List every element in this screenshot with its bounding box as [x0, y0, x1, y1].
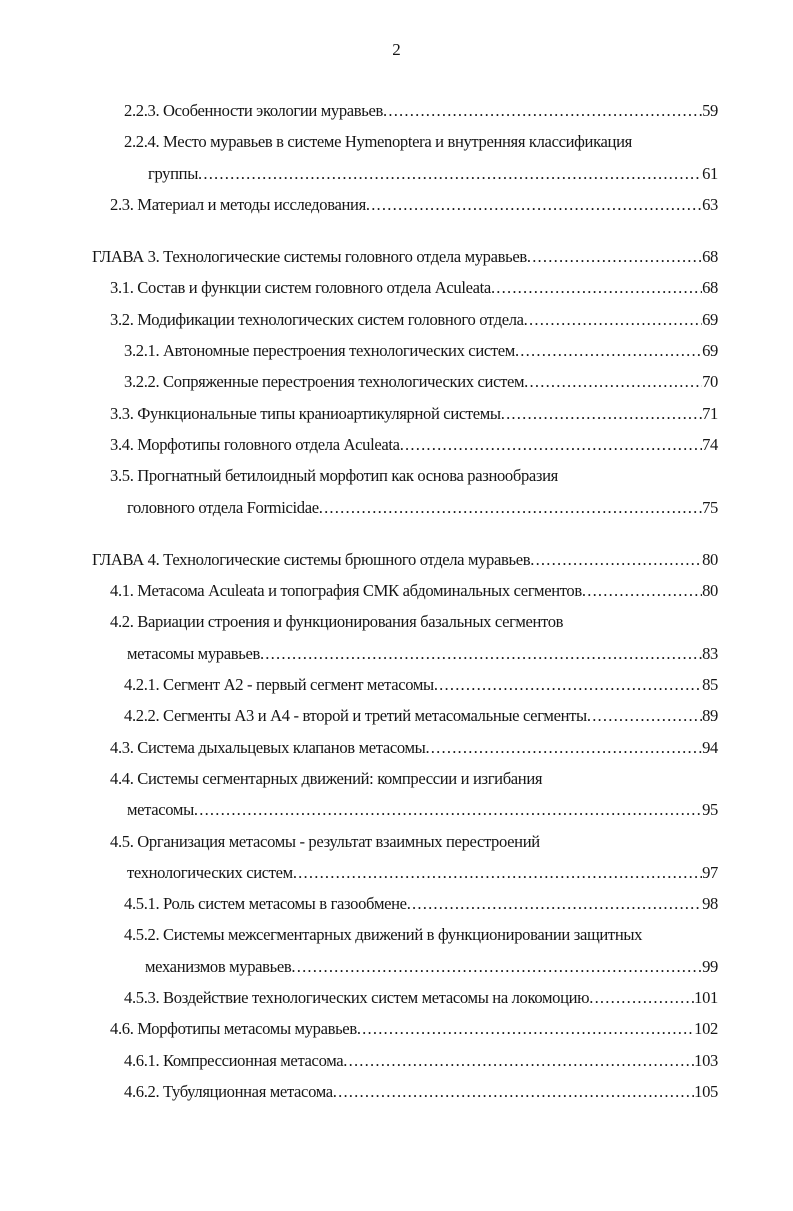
- toc-entry: [0, 951, 718, 982]
- dot-leader: [524, 304, 702, 335]
- toc-entry-page: 74: [702, 434, 718, 454]
- toc-entry-title: 3.3. Функциональные типы краниоартикулярной системы: [110, 403, 501, 423]
- toc-entry-page: 98: [702, 894, 718, 914]
- dot-leader: [527, 241, 702, 272]
- toc-entry-title: механизмов муравьев: [145, 956, 292, 976]
- dot-leader: [434, 669, 702, 700]
- toc-entry-page: 68: [702, 247, 718, 267]
- toc-entry-title: 4.2.1. Сегмент А2 - первый сегмент метасомы: [124, 675, 434, 695]
- page-number: 2: [392, 40, 401, 59]
- dot-leader: [383, 95, 702, 126]
- toc-entry: [0, 492, 718, 523]
- toc-entry-title: 2.3. Материал и методы исследования: [110, 194, 366, 214]
- toc-entry: [0, 366, 718, 397]
- dot-leader: [582, 575, 702, 606]
- dot-leader: [515, 335, 702, 366]
- toc-entry-title: 3.5. Прогнатный бетилоидный морфотип как основа разнообразия: [110, 466, 558, 486]
- toc-entry-page: 71: [702, 403, 718, 423]
- toc-entry: [0, 544, 718, 575]
- toc-entry-title: 2.2.4. Место муравьев в системе Hymenoptera и внутренняя классификация: [124, 132, 632, 152]
- toc-entry-page: 97: [702, 862, 718, 882]
- toc-entry-page: 89: [702, 706, 718, 726]
- toc-entry-title: метасомы муравьев: [127, 643, 260, 663]
- toc-entry: [0, 126, 718, 157]
- dot-leader: [319, 492, 702, 523]
- toc-entry-title: 3.4. Морфотипы головного отдела Aculeata: [110, 434, 400, 454]
- dot-leader: [589, 982, 694, 1013]
- toc-entry: [0, 638, 718, 669]
- toc-entry-page: 75: [702, 497, 718, 517]
- table-of-contents: [0, 95, 718, 1107]
- toc-entry-title: 4.2.2. Сегменты А3 и А4 - второй и третий метасомальные сегменты: [124, 706, 587, 726]
- toc-entry-title: 3.2.1. Автономные перестроения технологических систем: [124, 341, 515, 361]
- toc-entry: [0, 398, 718, 429]
- toc-entry-page: 99: [702, 956, 718, 976]
- toc-entry: [0, 888, 718, 919]
- toc-entry: [0, 335, 718, 366]
- toc-entry-page: 80: [702, 581, 718, 601]
- toc-entry-title: 4.6. Морфотипы метасомы муравьев: [110, 1019, 357, 1039]
- toc-entry-title: группы: [148, 163, 198, 183]
- dot-leader: [501, 398, 702, 429]
- toc-entry-title: 3.2.2. Сопряженные перестроения технологических систем: [124, 372, 525, 392]
- dot-leader: [357, 1013, 694, 1044]
- dot-leader: [366, 189, 702, 220]
- toc-entry: [0, 669, 718, 700]
- toc-entry-title: 4.1. Метасома Aculeata и топография СМК абдоминальных сегментов: [110, 581, 582, 601]
- toc-entry: [0, 826, 718, 857]
- toc-entry-page: 83: [702, 643, 718, 663]
- toc-entry-title: 3.1. Состав и функции систем головного отдела Aculeata: [110, 278, 491, 298]
- toc-entry-title: 4.4. Системы сегментарных движений: компрессии и изгибания: [110, 768, 543, 788]
- toc-entry: [0, 732, 718, 763]
- dot-leader: [333, 1076, 694, 1107]
- toc-entry: [0, 304, 718, 335]
- dot-leader: [524, 366, 702, 397]
- toc-entry: [0, 857, 718, 888]
- toc-entry: [0, 606, 718, 637]
- toc-entry-page: 103: [694, 1050, 718, 1070]
- toc-entry-page: 94: [702, 737, 718, 757]
- toc-entry-page: 63: [702, 194, 718, 214]
- toc-entry-page: 95: [702, 800, 718, 820]
- dot-leader: [343, 1045, 694, 1076]
- dot-leader: [293, 857, 702, 888]
- dot-leader: [491, 272, 702, 303]
- toc-entry: [0, 763, 718, 794]
- toc-entry: [0, 429, 718, 460]
- dot-leader: [587, 700, 702, 731]
- toc-entry-page: 102: [694, 1019, 718, 1039]
- toc-entry: [0, 189, 718, 220]
- toc-entry-page: 80: [702, 549, 718, 569]
- toc-entry: [0, 272, 718, 303]
- toc-entry: [0, 1045, 718, 1076]
- toc-entry-page: 101: [694, 988, 718, 1008]
- dot-leader: [530, 544, 702, 575]
- toc-entry-title: 2.2.3. Особенности экологии муравьев: [124, 101, 384, 120]
- toc-entry: [0, 982, 718, 1013]
- toc-entry-page: 68: [702, 278, 718, 298]
- toc-entry-title: 4.6.1. Компрессионная метасома: [124, 1050, 344, 1070]
- toc-entry: [0, 158, 718, 189]
- toc-entry-page: 85: [702, 675, 718, 695]
- toc-entry: [0, 919, 718, 950]
- dot-leader: [198, 158, 702, 189]
- toc-entry: [0, 95, 718, 126]
- toc-entry: [0, 575, 718, 606]
- toc-entry-page: 59: [702, 101, 718, 120]
- toc-entry: [0, 460, 718, 491]
- dot-leader: [260, 638, 702, 669]
- toc-entry: [0, 794, 718, 825]
- toc-entry-title: головного отдела Formicidae: [127, 497, 319, 517]
- toc-entry-page: 105: [694, 1081, 718, 1101]
- toc-entry-title: 4.5.1. Роль систем метасомы в газообмене: [124, 894, 407, 914]
- toc-entry: [0, 1076, 718, 1107]
- dot-leader: [407, 888, 702, 919]
- dot-leader: [400, 429, 702, 460]
- toc-entry-title: 4.6.2. Тубуляционная метасома: [124, 1081, 333, 1101]
- dot-leader: [291, 951, 702, 982]
- toc-entry-page: 69: [702, 341, 718, 361]
- toc-entry-page: 69: [702, 309, 718, 329]
- toc-entry: [0, 1013, 718, 1044]
- toc-entry-title: 4.3. Система дыхальцевых клапанов метасомы: [110, 737, 426, 757]
- toc-entry-page: 61: [702, 163, 718, 183]
- toc-entry: [0, 241, 718, 272]
- toc-entry-title: 4.2. Вариации строения и функционирования базальных сегментов: [110, 612, 564, 632]
- dot-leader: [425, 732, 702, 763]
- toc-entry-title: технологических систем: [127, 862, 293, 882]
- toc-entry: [0, 700, 718, 731]
- toc-entry-page: 70: [702, 372, 718, 392]
- toc-entry-title: 4.5. Организация метасомы - результат взаимных перестроений: [110, 831, 540, 851]
- toc-entry-title: метасомы: [127, 800, 194, 820]
- toc-entry-title: 4.5.2. Системы межсегментарных движений в функционировании защитных: [124, 925, 643, 945]
- toc-entry-title: 3.2. Модификации технологических систем головного отдела: [110, 309, 524, 329]
- dot-leader: [194, 794, 702, 825]
- toc-entry-title: ГЛАВА 4. Технологические системы брюшного отдела муравьев: [92, 549, 531, 569]
- toc-entry-title: 4.5.3. Воздействие технологических систем метасомы на локомоцию: [124, 988, 590, 1008]
- toc-entry-title: ГЛАВА 3. Технологические системы головного отдела муравьев: [92, 247, 527, 267]
